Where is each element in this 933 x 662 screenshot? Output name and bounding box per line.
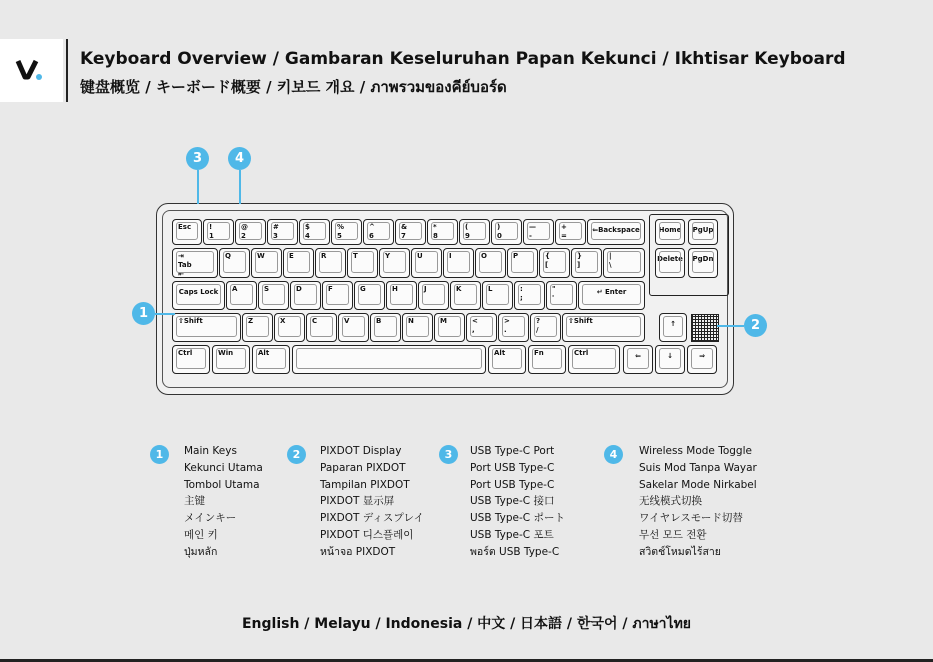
legend-line: Wireless Mode Toggle — [639, 445, 752, 457]
legend-num-2: 2 — [287, 445, 306, 464]
legend-line: Paparan PIXDOT — [320, 461, 406, 474]
key-left-alt: Alt — [252, 345, 290, 374]
key: + = — [555, 219, 586, 245]
key: Q — [219, 248, 250, 278]
legend-line: Kekunci Utama — [184, 461, 263, 474]
key: ! 1 — [203, 219, 234, 245]
key-right-shift: ⇧Shift — [562, 313, 645, 342]
legend-line: PIXDOT ディスプレイ — [320, 512, 424, 525]
key: ? / — [530, 313, 561, 342]
key-home: Home — [655, 219, 685, 245]
legend-line: Main Keys — [184, 445, 237, 457]
legend-main-keys — [184, 443, 263, 561]
pixdot-display — [691, 314, 719, 342]
key: D — [290, 281, 321, 310]
legend-line: USB Type-C 포트 — [470, 528, 554, 541]
key: & 7 — [395, 219, 426, 245]
key: < , — [466, 313, 497, 342]
key-right-ctrl: Ctrl — [568, 345, 620, 374]
legend-line: 无线模式切换 — [639, 495, 702, 508]
key: H — [386, 281, 417, 310]
key-pgdn: PgDn — [688, 248, 718, 278]
key: O — [475, 248, 506, 278]
callout-2: 2 — [744, 314, 767, 337]
legend-line: สวิตช์โหมดไร้สาย — [639, 545, 721, 558]
key-up-arrow: ↑ — [659, 313, 687, 342]
key-win: Win — [212, 345, 250, 374]
key: — - — [523, 219, 554, 245]
key: B — [370, 313, 401, 342]
legend-line: Sakelar Mode Nirkabel — [639, 478, 757, 491]
key-left-ctrl: Ctrl — [172, 345, 210, 374]
key: { [ — [539, 248, 570, 278]
key: T — [347, 248, 378, 278]
key-left-shift: ⇧Shift — [172, 313, 241, 342]
legend-line: PIXDOT 디스플레이 — [320, 528, 414, 541]
page-subtitle: 键盘概览 / キーボード概要 / 키보드 개요 / ภาพรวมของคีย์บอร์ด — [80, 78, 507, 96]
key: % 5 — [331, 219, 362, 245]
legend-line: メインキー — [184, 512, 237, 525]
legend-line: 主键 — [184, 495, 205, 508]
legend-line: Port USB Type-C — [470, 461, 555, 474]
key: W — [251, 248, 282, 278]
legend-line: USB Type-C 接口 — [470, 495, 555, 508]
key: M — [434, 313, 465, 342]
key-tab: ⇥ Tab ⇤ — [172, 248, 218, 278]
legend-line: Suis Mod Tanpa Wayar — [639, 461, 757, 474]
key-down-arrow: ↓ — [655, 345, 685, 374]
key: G — [354, 281, 385, 310]
legend-line: หน้าจอ PIXDOT — [320, 545, 396, 558]
key-right-arrow: ⇒ — [687, 345, 717, 374]
callout-4-line — [239, 170, 241, 204]
key: } ] — [571, 248, 602, 278]
callout-4: 4 — [228, 147, 251, 170]
key-esc: Esc — [172, 219, 202, 245]
legend-line: Port USB Type-C — [470, 478, 555, 491]
key: Z — [242, 313, 273, 342]
key: N — [402, 313, 433, 342]
key: # 3 — [267, 219, 298, 245]
key: V — [338, 313, 369, 342]
key-fn: Fn — [528, 345, 566, 374]
key: I — [443, 248, 474, 278]
callout-2-line — [717, 325, 744, 327]
key: A — [226, 281, 257, 310]
key: ^ 6 — [363, 219, 394, 245]
key: K — [450, 281, 481, 310]
key: X — [274, 313, 305, 342]
key-left-arrow: ⇐ — [623, 345, 653, 374]
legend-line: ปุ่มหลัก — [184, 545, 218, 558]
language-list: English / Melayu / Indonesia / 中文 / 日本語 / 한국어 / ภาษาไทย — [241, 616, 692, 632]
legend-line: USB Type-C ポート — [470, 512, 565, 525]
legend-pixdot-display — [320, 443, 424, 561]
key-pgup: PgUp — [688, 219, 718, 245]
legend-line: 메인 키 — [184, 528, 218, 541]
key: * 8 — [427, 219, 458, 245]
key: P — [507, 248, 538, 278]
key: $ 4 — [299, 219, 330, 245]
key: " ' — [546, 281, 577, 310]
legend-line: PIXDOT 显示屏 — [320, 495, 395, 508]
key: S — [258, 281, 289, 310]
callout-1-line — [155, 313, 175, 315]
key: ) 0 — [491, 219, 522, 245]
key: E — [283, 248, 314, 278]
legend-line: พอร์ต USB Type-C — [470, 545, 560, 558]
key: Y — [379, 248, 410, 278]
key: ( 9 — [459, 219, 490, 245]
callout-3-line — [197, 170, 199, 204]
key: R — [315, 248, 346, 278]
key: L — [482, 281, 513, 310]
legend-line: PIXDOT Display — [320, 445, 402, 457]
legend-line: ワイヤレスモード切替 — [639, 512, 743, 525]
key: F — [322, 281, 353, 310]
key: : ; — [514, 281, 545, 310]
key: C — [306, 313, 337, 342]
key-caps-lock: Caps Lock — [172, 281, 225, 310]
key: | \ — [603, 248, 645, 278]
header-divider — [66, 39, 68, 102]
v-logo-icon — [14, 57, 48, 83]
key: @ 2 — [235, 219, 266, 245]
legend-line: USB Type-C Port — [470, 445, 555, 457]
legend-line: Tombol Utama — [184, 478, 260, 491]
key-spacebar — [292, 345, 486, 374]
key-delete: Delete — [655, 248, 685, 278]
legend-line: 무선 모드 전환 — [639, 528, 707, 541]
legend-line: Tampilan PIXDOT — [320, 478, 410, 491]
key: U — [411, 248, 442, 278]
legend-num-4: 4 — [604, 445, 623, 464]
callout-3: 3 — [186, 147, 209, 170]
key-backspace: ⇐Backspace — [587, 219, 645, 245]
callout-1: 1 — [132, 302, 155, 325]
brand-logo — [0, 39, 63, 102]
key: J — [418, 281, 449, 310]
legend-wireless-toggle — [639, 443, 757, 561]
page-title: Keyboard Overview / Gambaran Keseluruhan Papan Kekunci / Ikhtisar Keyboard — [80, 49, 846, 69]
key-right-alt: Alt — [488, 345, 526, 374]
legend-usb-port — [470, 443, 565, 561]
legend-num-1: 1 — [150, 445, 169, 464]
key: > . — [498, 313, 529, 342]
legend-num-3: 3 — [439, 445, 458, 464]
key-enter: ↵ Enter — [578, 281, 645, 310]
